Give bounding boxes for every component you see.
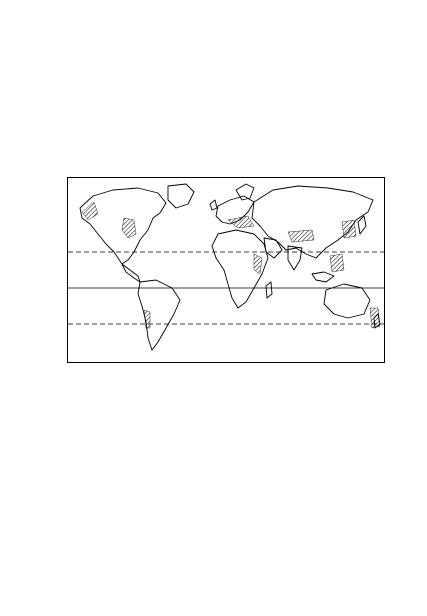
hatched-region-himalaya <box>288 230 314 242</box>
hatched-region-new-zealand <box>370 308 380 328</box>
hatched-region-east-africa <box>254 254 262 274</box>
world-map <box>67 177 385 363</box>
japan <box>358 216 366 234</box>
indonesia <box>312 272 334 282</box>
asia <box>252 186 373 258</box>
hatched-region-alaska <box>82 202 98 220</box>
population-pyramid <box>200 430 400 580</box>
south-america <box>138 280 180 350</box>
world-map-drawing <box>68 178 385 363</box>
uk <box>210 200 217 210</box>
australia <box>324 284 370 318</box>
hatched-region-mediterranean <box>228 216 254 228</box>
hatched-region-se-asia <box>330 254 344 272</box>
greenland <box>168 184 194 208</box>
hatched-region-east-asia <box>342 220 356 238</box>
madagascar <box>266 282 272 298</box>
hatched-region-andes <box>144 310 150 328</box>
hatched-region-north-america <box>122 218 136 238</box>
central-america <box>122 264 140 282</box>
